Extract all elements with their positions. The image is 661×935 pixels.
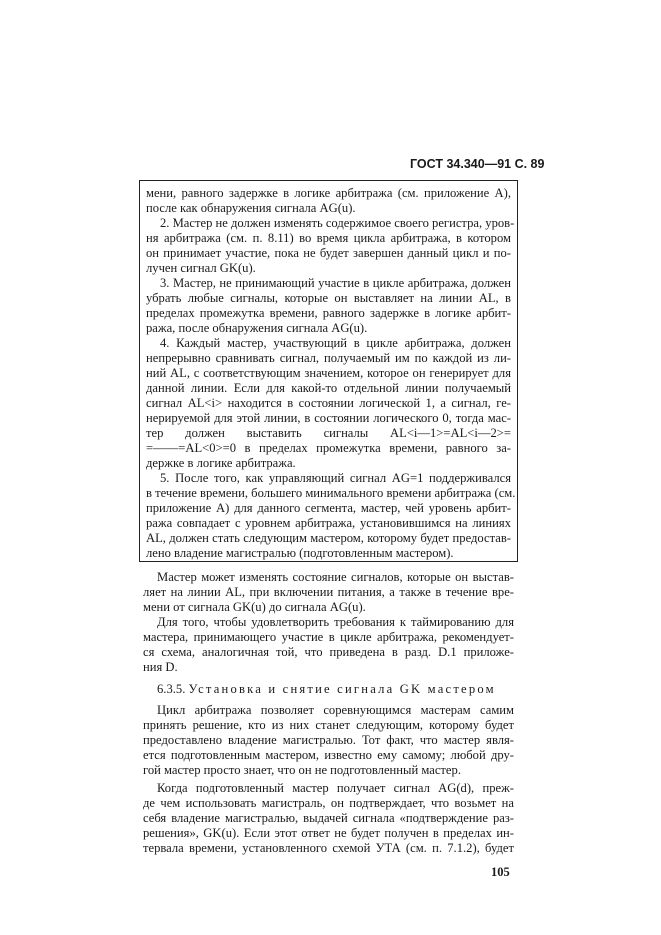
body-line: принять решение, кто из них станет следующим, которому будет (143, 718, 514, 732)
boxed-line: мени, равного задержке в логике арбитража (см. приложение А), (146, 186, 511, 200)
boxed-line: нерируемой для этой линии, в состоянии логического 0, тогда мас- (146, 411, 511, 425)
boxed-line: в течение времени, большего минимального времени арбитража (см. (146, 486, 516, 500)
boxed-line: ража совпадает с уровнем арбитража, установившимся на линиях (146, 516, 511, 530)
boxed-line: после как обнаружения сигнала AG(u). (146, 201, 356, 215)
boxed-line: пределах промежутка времени, равного задержке в логике арбит- (146, 306, 511, 320)
body-line: ляет на линии AL, при включении питания, а также в течение вре- (143, 585, 514, 599)
body-line: Мастер может изменять состояние сигналов, которые он выстав- (157, 570, 514, 584)
body-line: де чем использовать магистраль, он подтверждает, что возьмет на (143, 796, 514, 810)
boxed-line: сигнал AL<i> находится в состоянии логической 1, а сигнал, ге- (146, 396, 511, 410)
boxed-line: убрать любые сигналы, которые он выставляет на линии AL, в (146, 291, 511, 305)
body-line: Для того, чтобы удовлетворить требования к таймированию для (157, 615, 514, 629)
body-line: Цикл арбитража позволяет соревнующимся мастерам самим (157, 703, 514, 717)
body-line: тервала времени, установленного схемой УТА (см. п. 7.1.2), будет (143, 841, 514, 855)
body-line: гой мастер просто знает, что он не подготовленный мастер. (143, 763, 461, 777)
boxed-line: данной линии. Если для какой-то отдельной линии получаемый (146, 381, 511, 395)
boxed-line: лучен сигнал GK(u). (146, 261, 256, 275)
boxed-line: лено владение магистралью (подготовленным мастером). (146, 546, 454, 560)
body-line: ния D. (143, 660, 178, 674)
body-line: ся схема, аналогичная той, что приведена в разд. D.1 приложе- (143, 645, 514, 659)
body-line: предоставлено владение магистралью. Тот факт, что мастер явля- (143, 733, 514, 747)
boxed-line: непрерывно сравнивать сигнал, получаемый им по каждой из ли- (146, 351, 511, 365)
boxed-line: =——=AL<0>=0 в пределах промежутка времени, равного за- (146, 441, 511, 455)
body-line: мени от сигнала GK(u) до сигнала AG(u). (143, 600, 366, 614)
section-title: Установка и снятие сигнала GK мастером (188, 682, 496, 696)
body-line: решения», GK(u). Если этот ответ не будет получен в пределах ин- (143, 826, 514, 840)
section-heading (157, 682, 514, 697)
boxed-line: ня арбитража (см. п. 8.11) во время цикла арбитража, в котором (146, 231, 511, 245)
boxed-line: приложение А) для данного сегмента, мастер, чей уровень арбит- (146, 501, 511, 515)
boxed-line: ний AL, с соответствующим значением, которое он генерирует для (146, 366, 511, 380)
body-line: Когда подготовленный мастер получает сигнал AG(d), преж- (157, 781, 514, 795)
boxed-line: 2. Мастер не должен изменять содержимое своего регистра, уров- (160, 216, 515, 230)
body-line: себя владение магистралью, выдачей сигнала «подтверждение раз- (143, 811, 514, 825)
boxed-line: он принимает участие, пока не будет завершен данный цикл и по- (146, 246, 511, 260)
boxed-line: держке в логике арбитража. (146, 456, 296, 470)
section-number: 6.3.5. (157, 682, 186, 696)
boxed-line: AL, должен стать следующим мастером, которому будет предостав- (146, 531, 511, 545)
boxed-line: 4. Каждый мастер, участвующий в цикле арбитража, должен (160, 336, 511, 350)
page-number: 105 (491, 865, 510, 879)
boxed-line: 3. Мастер, не принимающий участие в цикле арбитража, должен (160, 276, 511, 290)
body-line: мастера, принимающего участие в цикле арбитража, рекомендует- (143, 630, 514, 644)
boxed-line: тер должен выставить сигналы AL<i—1>=AL<i—2>= (146, 426, 511, 440)
body-line: ется подготовленным мастером, известно ему самому; любой дру- (143, 748, 514, 762)
boxed-line: 5. После того, как управляющий сигнал AG=1 поддерживался (160, 471, 511, 485)
boxed-line: ража, после обнаружения сигнала AG(u). (146, 321, 368, 335)
page-header: ГОСТ 34.340—91 С. 89 (410, 157, 545, 171)
